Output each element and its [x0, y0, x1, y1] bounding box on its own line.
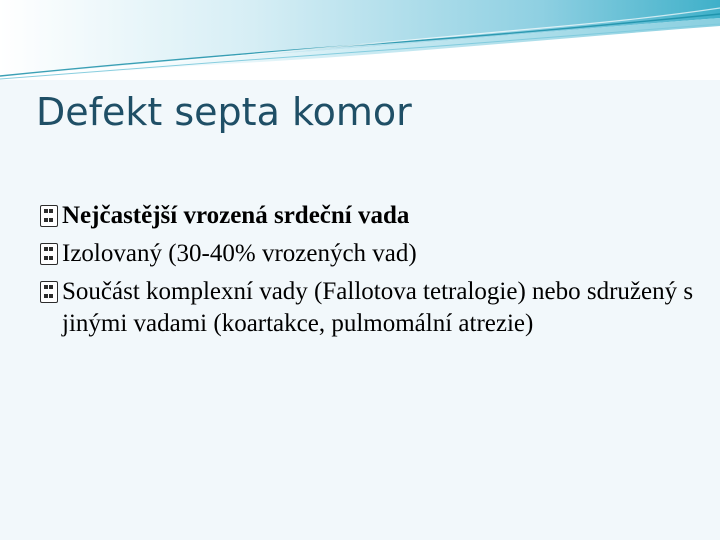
missing-glyph-box-icon	[40, 281, 58, 303]
bullet-item	[40, 276, 700, 340]
bullet-text: Nejčastější vrozená srdeční vada	[62, 202, 410, 229]
header-wave-decoration	[0, 0, 720, 80]
missing-glyph-box-icon	[40, 243, 58, 265]
missing-glyph-box-icon	[40, 205, 58, 227]
bullet-item	[40, 200, 700, 232]
bullet-item	[40, 238, 700, 270]
bullet-text: Součást komplexní vady (Fallotova tetralogie) nebo sdružený s jinými vadami (koartakce, pulmomální atrezie)	[62, 278, 694, 337]
bullet-list	[40, 200, 700, 346]
bullet-text: Izolovaný (30-40% vrozených vad)	[62, 240, 417, 267]
slide-title: Defekt septa komor	[36, 90, 412, 134]
